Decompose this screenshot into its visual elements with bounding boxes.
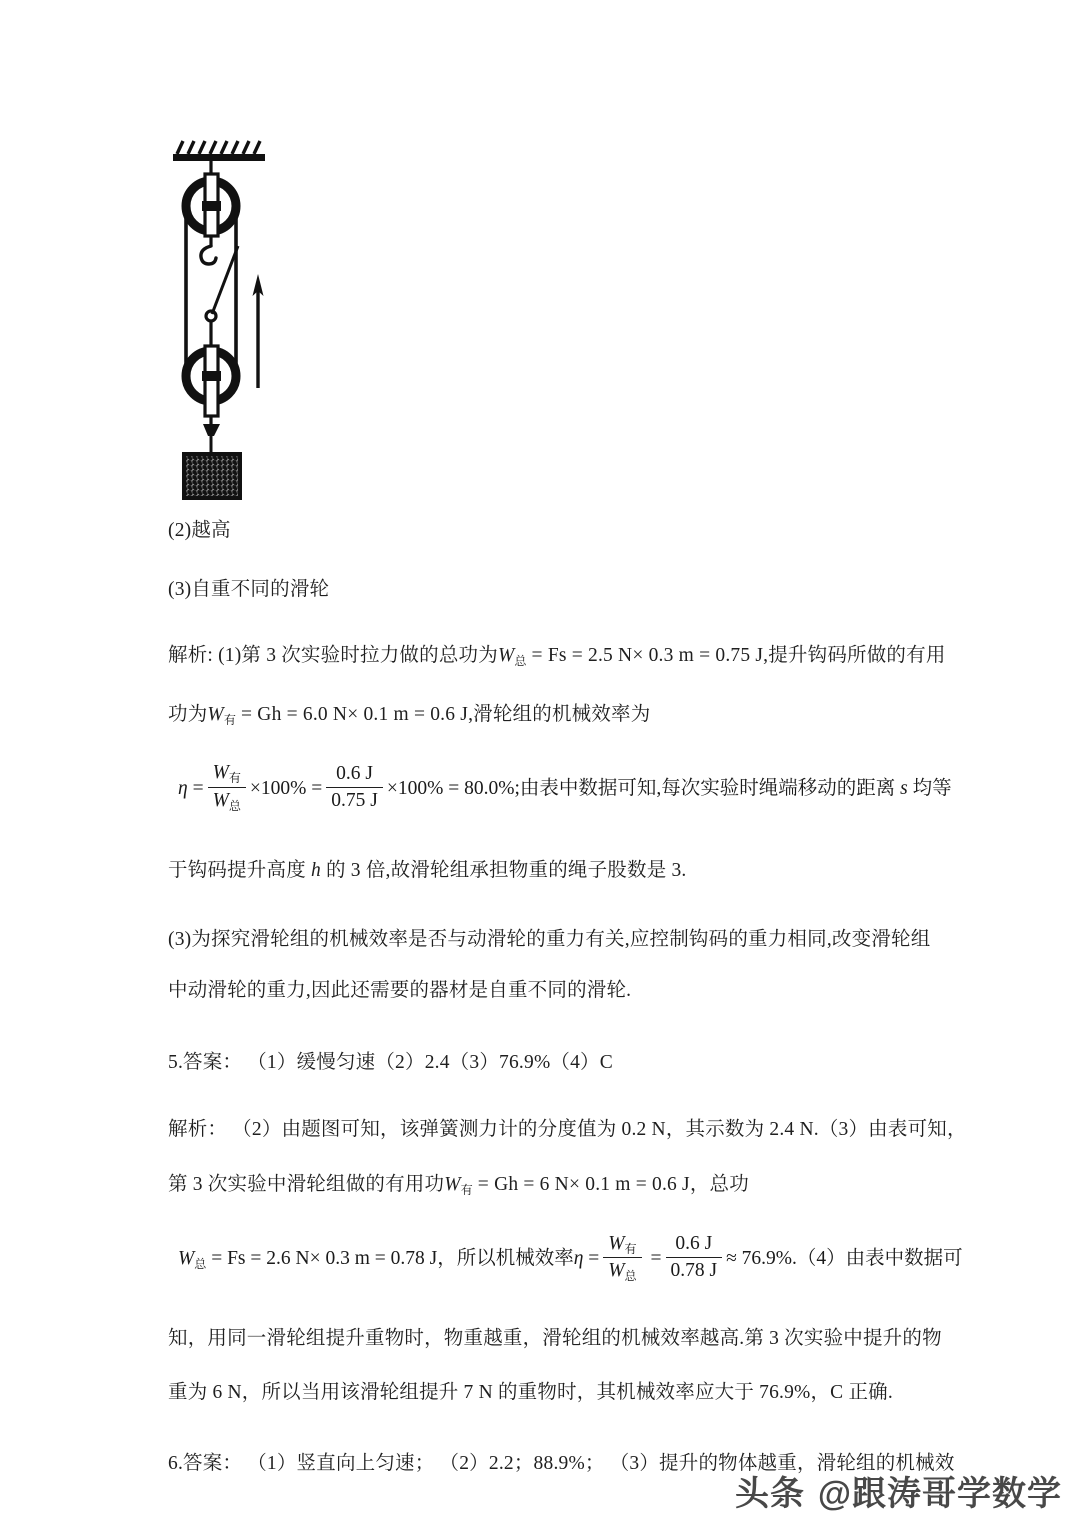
question-5-answer: 5.答案： （1）缓慢匀速（2）2.4（3）76.9%（4）C (168, 1051, 613, 1073)
q5-eta-symbol: η (573, 1248, 584, 1270)
eq-sign-1: = (192, 777, 204, 799)
efficiency-equation-2 (168, 1232, 963, 1286)
question-5-analysis-line-5: 重为 6 N，所以当用该滑轮组提升 7 N 的重物时，其机械效率应大于 76.9%，C 正确. (168, 1381, 893, 1403)
frac-den-value: 0.75 J (331, 790, 378, 812)
frac-num-w: W (212, 762, 229, 784)
symbol-s: s (900, 777, 908, 799)
analysis-4-line-4-a: 于钩码提升高度 (168, 859, 311, 881)
q5-frac-den-w: W (608, 1260, 625, 1282)
q5-fraction-w-useful-over-w-total (603, 1232, 641, 1285)
fixed-pulley (186, 174, 236, 264)
q5-fraction-06-over-078 (666, 1232, 723, 1284)
q5-frac-den-sub: 总 (624, 1269, 637, 1284)
question-5-analysis-line-2 (168, 1170, 928, 1199)
analysis-4-line-4 (168, 856, 928, 885)
symbol-w-useful-sub: 有 (223, 712, 236, 727)
analysis-4-line-6: 中动滑轮的重力,因此还需要的器材是自重不同的滑轮. (168, 980, 632, 1002)
frac-den-w: W (212, 790, 229, 812)
analysis-4-line-2-eq: = Gh = 6.0 N× 0.1 m = 0.6 J (235, 703, 469, 725)
eq-result-80: = 80.0% (448, 777, 515, 799)
q5-eq-sign-2: = (650, 1248, 662, 1270)
analysis-4-line-1 (168, 641, 946, 670)
ceiling-support (173, 141, 265, 161)
q5-eq-mid: ，所以机械效率 (437, 1248, 574, 1270)
q5-line2-a: 第 3 次实验中滑轮组做的有用功 (168, 1174, 445, 1196)
equation-1-tail-2: 均等 (907, 777, 952, 799)
movable-pulley (186, 346, 236, 416)
analysis-4-line-4-b: 的 3 倍,故滑轮组承担物重的绳子股数是 3. (320, 859, 687, 881)
q5-eq-sign-1: = (588, 1248, 600, 1270)
eq-sign-2: = (311, 777, 323, 799)
load-block (184, 454, 240, 498)
times-100-percent-2: ×100% (386, 777, 444, 799)
analysis-4-line-1-text-c: ,提升钩码所做的有用 (763, 644, 946, 666)
fraction-06-over-075 (326, 762, 383, 814)
analysis-4-line-2-text-a: 功为 (168, 703, 208, 725)
q5-frac-den-value: 0.78 J (670, 1260, 718, 1282)
watermark-handle: 跟涛哥学数学 (852, 1474, 1062, 1514)
symbol-h: h (310, 859, 321, 881)
q5-symbol-w-total-sub: 总 (194, 1257, 207, 1272)
frac-den-sub: 总 (228, 798, 241, 813)
equation-1-tail: ;由表中数据可知,每次实验时绳端移动的距离 (514, 777, 901, 799)
times-100-percent-1: ×100% (249, 777, 307, 799)
frac-num-sub: 有 (228, 770, 241, 785)
answer-text-body (168, 516, 967, 1478)
watermark-prefix: 头条 (735, 1474, 805, 1514)
question-5-analysis-line-4: 知，用同一滑轮组提升重物时，物重越重，滑轮组的机械效率越高.第 3 次实验中提升的物 (168, 1328, 942, 1350)
symbol-w-useful: W (207, 703, 224, 725)
q5-symbol-w-useful-sub: 有 (460, 1183, 473, 1198)
question-6-answer: 6.答案： （1）竖直向上匀速； （2）2.2；88.9%； （3）提升的物体越重，滑轮组的机械效 (168, 1452, 955, 1474)
analysis-4-line-1-text-a: 解析: (1)第 3 次实验时拉力做的总功为 (168, 644, 498, 666)
analysis-4-line-5: (3)为探究滑轮组的机械效率是否与动滑轮的重力有关,应控制钩码的重力相同,改变滑轮组 (168, 929, 931, 951)
q5-line2-c: ，总功 (689, 1174, 749, 1196)
fraction-w-useful-over-w-total (208, 761, 246, 814)
answer-item-3: (3)自重不同的滑轮 (168, 579, 330, 601)
pull-force-arrow (253, 274, 264, 388)
question-5-analysis-line-1: 解析： （2）由题图可知，该弹簧测力计的分度值为 0.2 N，其示数为 2.4 N.（3）由表可知， (168, 1118, 967, 1140)
analysis-4-line-1-eq: = Fs = 2.5 N× 0.3 m = 0.75 J (526, 644, 764, 666)
answer-item-2: (2)越高 (168, 520, 231, 541)
eta-symbol: η (178, 777, 188, 799)
q5-eq-approx-result: ≈ 76.9% (726, 1248, 793, 1270)
q5-eq-body: = Fs = 2.6 N× 0.3 m = 0.78 J (206, 1248, 438, 1270)
q5-frac-num-sub: 有 (624, 1241, 637, 1256)
analysis-4-line-2 (168, 700, 928, 729)
frac-num-value: 0.6 J (326, 762, 383, 788)
watermark-at-symbol: @ (817, 1475, 852, 1513)
q5-line2-eq: = Gh = 6 N× 0.1 m = 0.6 J (472, 1174, 690, 1196)
q5-symbol-w-useful: W (444, 1174, 461, 1196)
symbol-w-total: W (497, 644, 515, 666)
q5-frac-num-value: 0.6 J (666, 1232, 723, 1258)
q5-frac-num-w: W (608, 1232, 625, 1254)
pulley-system-diagram (165, 128, 365, 508)
efficiency-equation-1 (168, 762, 952, 816)
analysis-4-line-2-text-c: ,滑轮组的机械效率为 (468, 703, 651, 725)
symbol-w-total-sub: 总 (514, 653, 527, 668)
q5-eq-tail: .（4）由表中数据可 (792, 1248, 963, 1270)
watermark (735, 1466, 1062, 1515)
q5-symbol-w-total: W (178, 1248, 195, 1270)
